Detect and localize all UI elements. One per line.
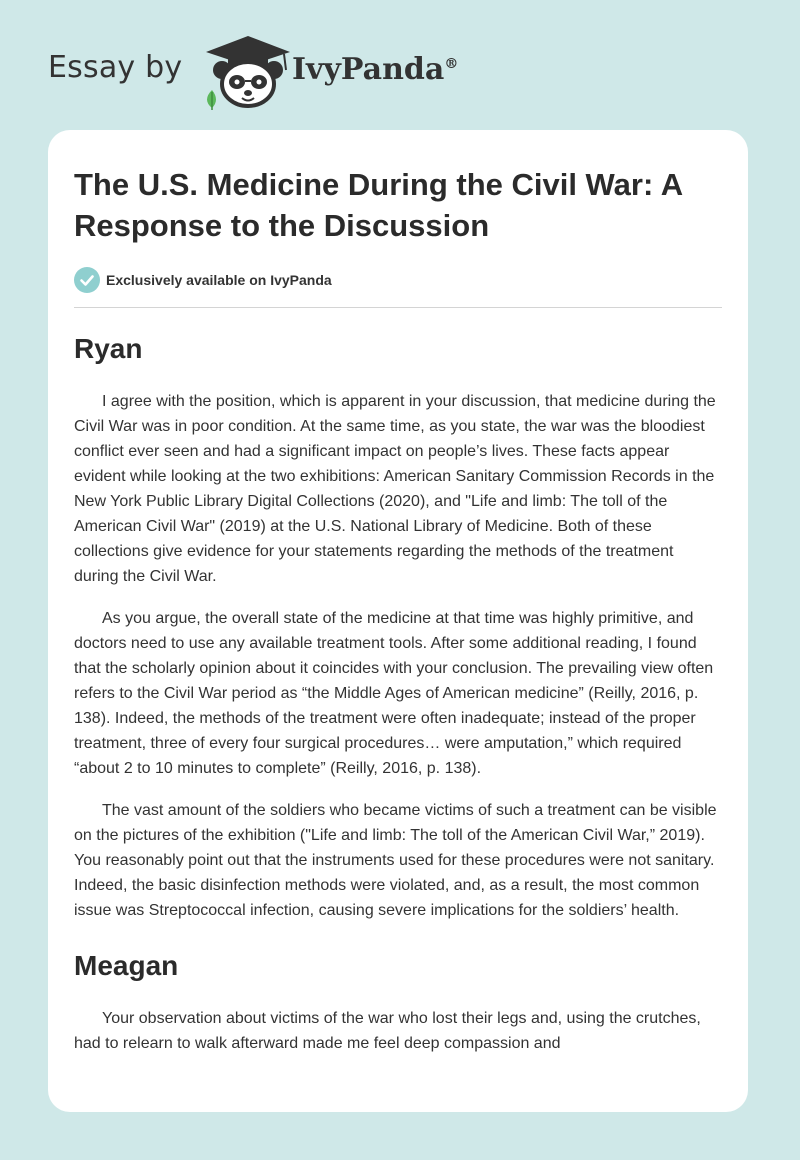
paragraph: Your observation about victims of the war who lost their legs and, using the crutches, had to relearn to walk afterward made me feel deep compassion and: [74, 1010, 701, 1052]
section-heading: Meagan: [74, 950, 179, 981]
section-heading: Ryan: [74, 333, 143, 364]
brand-name-text: IvyPanda: [292, 52, 445, 87]
essay-title: The U.S. Medicine During the Civil War: A Response to the Discussion: [74, 167, 682, 243]
registered-mark: ®: [444, 56, 459, 72]
brand-name[interactable]: [292, 52, 458, 87]
essay-card: [48, 130, 748, 1112]
essay-content: [74, 164, 722, 1056]
check-circle-icon: [74, 267, 100, 293]
paragraph: I agree with the position, which is apparent in your discussion, that medicine during the Civil War was in poor condition. At the same time, as you state, the war was the bloodiest conflict ever seen and had a significant impact on people’s lives. These facts appear evident while looking at the two exhibitions: American Sanitary Commission Records in the New York Public Library Digital Collections (2020), and "Life and limb: The toll of the American Civil War" (2019) at the U.S. National Library of Medicine. Both of these collections give evidence for your statements regarding the methods of the treatment during the Civil War.: [74, 393, 716, 585]
site-header: [0, 0, 800, 130]
brand-prefix: Essay by: [48, 50, 183, 85]
paragraph: As you argue, the overall state of the medicine at that time was highly primitive, and doctors need to use any available treatment tools. After some additional reading, I found that the scholarly opinion about it coincides with your conclusion. The prevailing view often refers to the Civil War period as “the Middle Ages of American medicine” (Reilly, 2016, p. 138). Indeed, the methods of the treatment were often inadequate; instead of the proper treatment, three of every four surgical procedures… were amputation,” which required “about 2 to 10 minutes to complete” (Reilly, 2016, p. 138).: [74, 610, 714, 777]
exclusive-badge: [74, 266, 722, 294]
divider: [74, 307, 722, 308]
paragraph: The vast amount of the soldiers who became victims of such a treatment can be visible on the pictures of the exhibition ("Life and limb: The toll of the American Civil War,” 2019). You reasonably point out that the instruments used for these procedures were not sanitary. Indeed, the basic disinfection methods were violated, and, as a result, the most common issue was Streptococcal infection, causing severe implications for the soldiers’ health.: [74, 802, 717, 919]
panda-graduate-icon[interactable]: [198, 34, 298, 110]
badge-text: Exclusively available on IvyPanda: [106, 272, 332, 288]
